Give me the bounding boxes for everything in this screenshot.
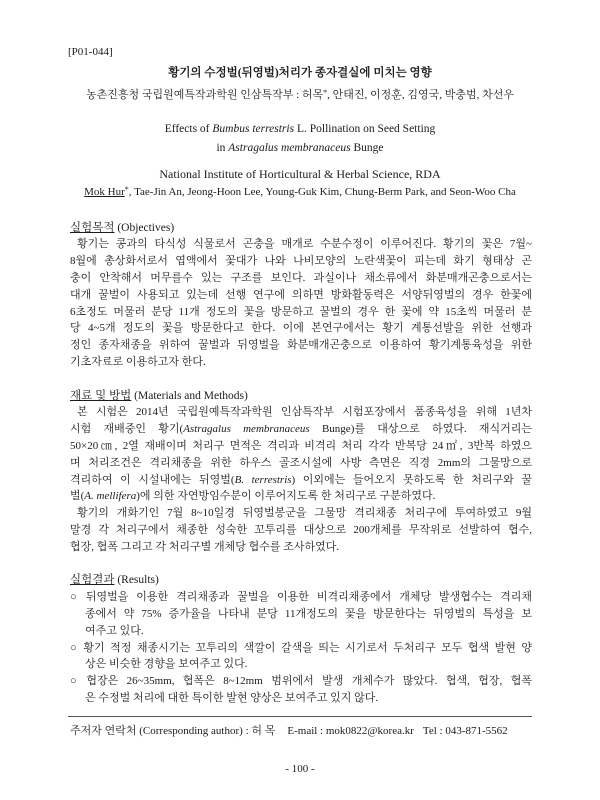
objectives-line: 8월에 총상화서로서 엽액에서 꽃대가 나와 나비모양의 노란색꽃이 피는데 화기 형태상 곤 — [70, 255, 532, 268]
contact-label: 주저자 연락처 (Corresponding author) : 허 목 — [70, 724, 276, 737]
methods-line: 50×20㎝, 2열 재배이며 처리구 면적은 격리과 비격리 처리 각각 반복당 24㎡, 3반복 하였으 — [70, 439, 532, 452]
results-list — [70, 589, 532, 707]
methods-text: 벌( — [70, 490, 85, 503]
title-en-text: in — [216, 141, 229, 154]
results-item-line: 종에서 약 75% 증가율을 나타내 분당 11개정도의 꽃을 방문한다는 뒤영벌의 특성을 보 — [85, 607, 532, 620]
methods-text: Bunge)를 대상으로 하였다. 재식거리는 — [309, 423, 532, 436]
abstract-code: [P01-044] — [68, 45, 113, 58]
species-name-italic: Astragalus membranaceus — [183, 423, 310, 436]
methods-text: 시험 재배중인 황기( — [70, 423, 184, 436]
objectives-line: 정인 종자채종을 위하여 꿀벌과 뒤영벌을 화분매개곤충으로 이용하여 황기계통육성을 위한 — [70, 339, 532, 352]
objectives-paragraph — [70, 236, 532, 370]
methods-line: 말경 각 처리구에서 채종한 성숙한 꼬투리를 대상으로 200개체를 무작위로 선발하여 협수, — [70, 523, 532, 536]
methods-heading-ko: 재료 및 방법 — [70, 389, 132, 402]
results-item-line: 여주고 있다. — [85, 624, 144, 637]
lead-author-english: Mok Hur — [84, 185, 125, 198]
results-text: 협장은 26~35mm, 협폭은 8~12mm 범위에서 발생 개체수가 많았다. 협색, 협장, 협폭 — [86, 675, 532, 688]
page-number: - 100 - — [285, 762, 315, 775]
methods-paragraph — [70, 404, 532, 555]
contact-phone: Tel : 043-871-5562 — [422, 724, 508, 737]
objectives-line: 황기는 콩과의 타식성 식물로서 곤충을 매개로 수분수정이 이루어진다. 황기의 꽃은 7월~ — [77, 238, 532, 251]
corresponding-mark: * — [323, 87, 328, 97]
circle-bullet-icon: ○ — [70, 675, 83, 688]
methods-text: )에 의한 자연방임수분이 이루어지도록 한 처리구로 구분하였다. — [136, 490, 436, 503]
methods-line: 황기의 개화기인 7월 8~10일경 뒤영벌봉군을 그물망 격리채종 처리구에 투여하였고 9월 — [77, 507, 532, 520]
title-korean: 황기의 수정벌(뒤영벌)처리가 종자결실에 미치는 영향 — [168, 66, 432, 79]
results-item-line: 상은 비슷한 경향을 보여주고 있다. — [85, 658, 248, 671]
methods-line: 협장, 협폭 그리고 각 처리구별 개체당 협수를 조사하였다. — [70, 540, 340, 553]
methods-heading-en: (Materials and Methods) — [131, 389, 248, 402]
title-en-text: Effects of — [164, 122, 213, 135]
methods-line — [70, 421, 532, 438]
results-item-line — [70, 589, 532, 606]
methods-line: 본 시험은 2014년 국립원예특작과학원 인삼특작부 시험포장에서 품종육성을 위해 1년차 — [77, 406, 532, 419]
institution-english: National Institute of Horticultural & Herbal Science, RDA — [159, 166, 441, 181]
results-text: 황기 적정 채종시기는 꼬투리의 색깔이 갈색을 띄는 시기로서 두처리구 모두 협색 발현 양 — [83, 641, 532, 654]
coauthors-english: , Tae-Jin An, Jeong-Hoon Lee, Young-Guk Kim, Chung-Berm Park, and Seon-Woo Cha — [128, 185, 516, 198]
species-name-italic: B. terrestris — [234, 473, 292, 486]
coauthors-korean: , 안태진, 이정훈, 김영국, 박충범, 차선우 — [327, 88, 515, 101]
objectives-line: 충이 안착해서 머무를수 있는 구조를 보인다. 과실이나 채소류에서 화분매개곤충으로서는 — [70, 271, 532, 284]
methods-line — [70, 472, 532, 489]
lead-author-korean: 허목 — [301, 88, 324, 101]
affiliation-korean — [40, 87, 560, 104]
results-heading-ko: 실험결과 — [70, 574, 115, 587]
species-name-italic: Astragalus membranaceus — [228, 141, 351, 154]
objectives-line: 당 4~5개 정도의 꽃을 방문한다고 한다. 이에 본연구에서는 황기 계통선발을 위한 선행과 — [70, 322, 532, 335]
results-item-line — [70, 673, 532, 690]
results-text: 뒤영벌을 이용한 격리채종과 꿀벌을 이용한 비격리채종에서 개체당 발생협수는 격리채 — [85, 591, 532, 604]
objectives-heading — [70, 220, 532, 237]
results-item-line: 은 수정벌 처리에 대한 특이한 발현 양상은 보여주고 있지 않다. — [85, 691, 379, 704]
objectives-heading-en: (Objectives) — [114, 221, 175, 234]
methods-line: 며 처리조건은 격리채종을 위한 하우스 골조시설에 사방 측면은 직경 2mm의 그물망으로 — [70, 456, 532, 469]
results-heading-en: (Results) — [114, 574, 159, 587]
corresponding-author-contact — [70, 723, 530, 740]
contact-email: E-mail : mok0822@korea.kr — [287, 724, 414, 737]
objectives-line: 대개 꿀벌이 사용되고 있는데 선행 연구에 의하면 방화활동력은 서양뒤영벌의 경우 한꽃에 — [70, 288, 532, 301]
objectives-heading-ko: 실험목적 — [70, 221, 115, 234]
title-en-text: Bunge — [350, 141, 384, 154]
methods-line — [70, 488, 532, 505]
title-en-text: L. Pollination on Seed Setting — [294, 122, 436, 135]
objectives-line: 6초정도 머물러 분당 11개 정도의 꽃을 방문하고 꿀벌의 경우 한 꽃에 약 15초씩 머물러 분 — [70, 305, 532, 318]
results-item-line — [70, 640, 532, 657]
species-name-italic: Bumbus terrestris — [212, 122, 295, 135]
circle-bullet-icon: ○ — [70, 591, 82, 604]
authors-english — [40, 184, 560, 201]
methods-heading — [70, 388, 532, 405]
species-name-italic: A. mellifera — [84, 490, 137, 503]
title-english-line-2 — [40, 140, 560, 157]
results-heading — [70, 572, 532, 589]
corresponding-mark: * — [124, 184, 129, 194]
objectives-line: 기초자료로 이용하고자 한다. — [70, 355, 206, 368]
affiliation-text: 농촌진흥청 국립원예특작과학원 인삼특작부 : — [85, 88, 302, 101]
methods-text: 격리하여 이 시설내에는 뒤영벌( — [70, 473, 235, 486]
circle-bullet-icon: ○ — [70, 641, 80, 654]
methods-text: ) 이외에는 들어오지 못하도록 한 처리구와 꿀 — [291, 473, 532, 486]
title-english-line-1 — [40, 121, 560, 138]
footer-divider — [68, 716, 532, 717]
